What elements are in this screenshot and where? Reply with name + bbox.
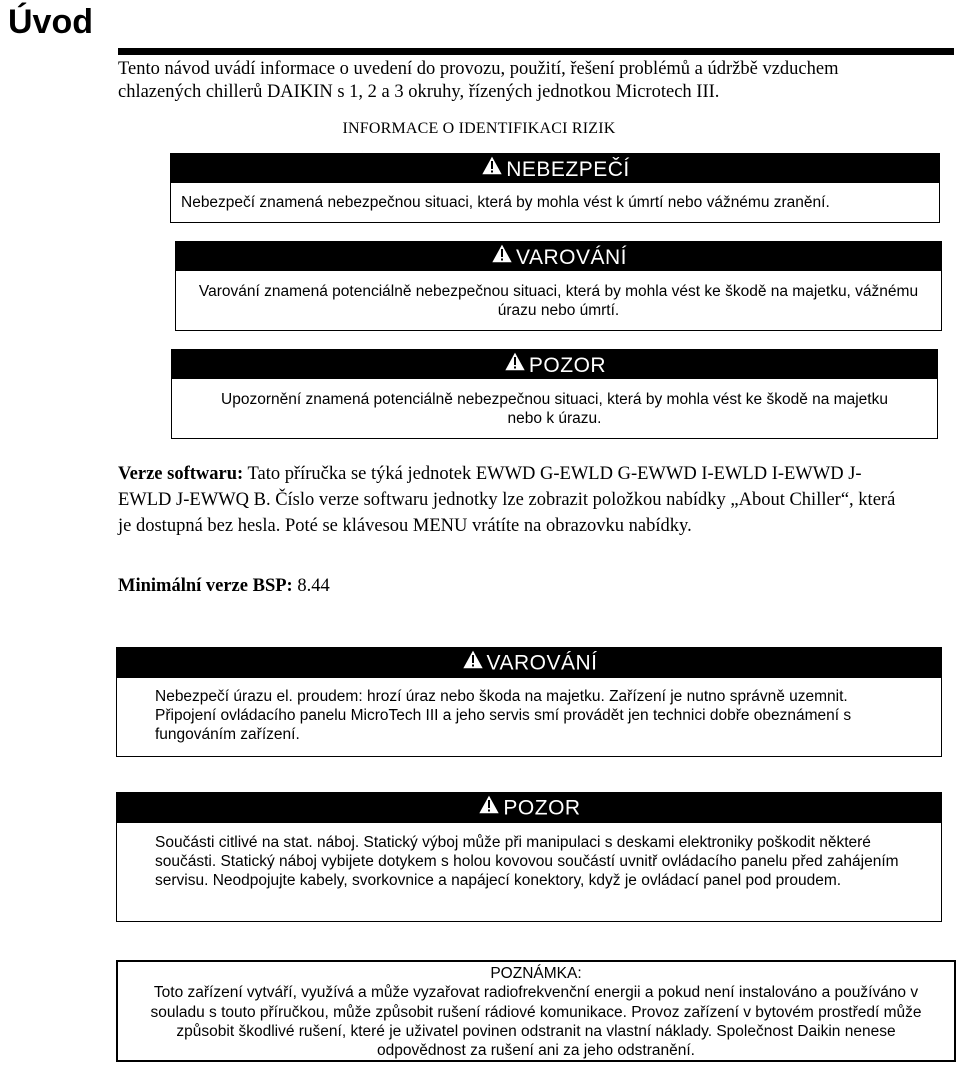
- bsp-version-line: [118, 573, 330, 599]
- software-version-paragraph: [118, 461, 908, 539]
- note-box: [116, 960, 956, 1062]
- caution-label: POZOR: [528, 353, 607, 377]
- danger-box: [170, 153, 940, 223]
- risk-identification-heading: INFORMACE O IDENTIFIKACI RIZIK: [342, 120, 616, 137]
- danger-box-header: [171, 154, 939, 183]
- electric-warning-box-header: [117, 648, 941, 678]
- bsp-version-label: Minimální verze BSP:: [118, 576, 293, 596]
- electric-warning-text: Nebezpečí úrazu el. proudem: hrozí úraz nebo škoda na majetku. Zařízení je nutno správně uzemnit. Připojení ovládacího panelu MicroTech III a jeho servis smí provádět jen technici dobře obeznámení s fungováním zařízení.: [155, 688, 852, 743]
- warning-triangle-icon: [503, 350, 527, 380]
- danger-text: Nebezpečí znamená nebezpečnou situaci, která by mohla vést k úmrtí nebo vážnému zranění.: [181, 194, 830, 211]
- page-title: Úvod: [8, 3, 93, 41]
- title-rule: [118, 48, 954, 55]
- caution-text: Upozornění znamená potenciálně nebezpečnou situaci, která by mohla vést ke škodě na majetku nebo k úrazu.: [221, 391, 888, 427]
- electric-warning-label: VAROVÁNÍ: [486, 651, 598, 675]
- electric-warning-box: [116, 647, 942, 757]
- warning-box: [175, 241, 942, 331]
- static-caution-label: POZOR: [503, 796, 581, 820]
- danger-label: NEBEZPEČÍ: [506, 157, 630, 181]
- warning-label: VAROVÁNÍ: [516, 245, 627, 269]
- note-label: POZNÁMKA:: [490, 965, 582, 982]
- software-version-text: Tato příručka se týká jednotek EWWD G-EWLD G-EWWD I-EWLD I-EWWD J-EWLD J-EWWQ B. Číslo verze softwaru jednotky lze zobrazit položkou nabídky „About Chiller“, která je dostupná bez hesla. Poté se klávesou MENU vrátíte na obrazovku nabídky.: [118, 464, 896, 536]
- bsp-version-value: 8.44: [297, 576, 330, 596]
- warning-triangle-icon: [480, 154, 504, 184]
- caution-box-header: [172, 350, 937, 379]
- warning-triangle-icon: [477, 793, 501, 824]
- software-version-label: Verze softwaru:: [118, 464, 244, 484]
- caution-box: [171, 349, 938, 439]
- warning-box-header: [176, 242, 941, 271]
- warning-triangle-icon: [490, 242, 514, 272]
- note-text: Toto zařízení vytváří, využívá a může vyzařovat radiofrekvenční energii a pokud není instalováno a používáno v souladu s touto příručkou, může způsobit rušení rádiové komunikace. Provoz zařízení v bytovém prostředí může způsobit škodlivé rušení, které je uživatel povinen odstranit na vlastní náklady. Společnost Daikin nenese odpovědnost za rušení ani za jeho odstranění.: [150, 984, 922, 1060]
- warning-text: Varování znamená potenciálně nebezpečnou situaci, která by mohla vést ke škodě na majetku, vážnému úrazu nebo úmrtí.: [198, 283, 919, 319]
- intro-paragraph: Tento návod uvádí informace o uvedení do provozu, použití, řešení problémů a údržbě vzduchem chlazených chillerů DAIKIN s 1, 2 a 3 okruhy, řízených jednotkou Microtech III.: [118, 59, 839, 102]
- static-caution-box: [116, 792, 942, 922]
- static-caution-text: Součásti citlivé na stat. náboj. Statický výboj může při manipulaci s deskami elektroniky poškodit některé součásti. Statický náboj vybijete dotykem s holou kovovou součástí uvnitř ovládacího panelu před zahájením servisu. Neodpojujte kabely, svorkovnice a napájecí konektory, když je ovládací panel pod proudem.: [155, 834, 899, 889]
- static-caution-box-header: [117, 793, 941, 823]
- warning-triangle-icon: [461, 648, 485, 679]
